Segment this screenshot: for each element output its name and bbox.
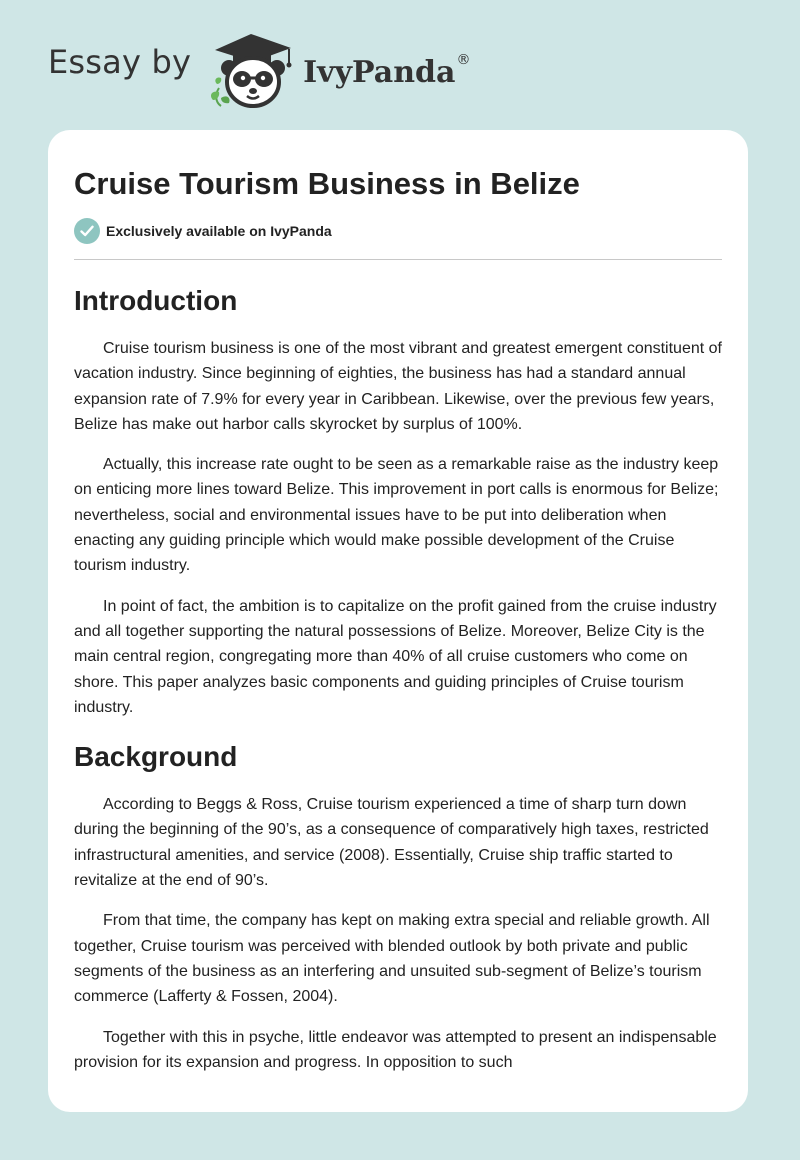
paragraph: From that time, the company has kept on making extra special and reliable growth. All together, Cruise tourism was perceived with blended outlook by both private and public segments of the business as an interfering and unsuited sub-segment of Belize’s tourism commerce (Lafferty & Fossen, 2004). — [74, 912, 710, 1006]
paragraph: Cruise tourism business is one of the most vibrant and greatest emergent constituent of vacation industry. Since beginning of eighties, the business has had a standard annual expansion rate of 7.9% for every year in Caribbean. Likewise, over the previous few years, Belize has make out harbor calls skyrocket by surplus of 100%. — [74, 340, 722, 433]
panda-logo-icon — [205, 30, 301, 110]
check-icon — [74, 218, 100, 244]
paragraph: Together with this in psyche, little endeavor was attempted to present an indispensable provision for its expansion and progress. In opposition to such — [74, 1028, 717, 1071]
paragraph: According to Beggs & Ross, Cruise tourism experienced a time of sharp turn down during the beginning of the 90’s, as a consequence of comparatively high taxes, restricted infrastructural amenities, and service (2008). Essentially, Cruise ship traffic started to revitalize at the end of 90’s. — [74, 796, 709, 890]
section-heading: Background — [74, 741, 238, 773]
essay-card — [48, 130, 748, 1112]
section-heading: Introduction — [74, 285, 238, 316]
paragraph: In point of fact, the ambition is to capitalize on the profit gained from the cruise industry and all together supporting the natural possessions of Belize. Moreover, Belize City is the main central region, congregating more than 40% of all cruise customers who come on shore. This paper analyzes basic components and guiding principles of Cruise tourism industry. — [74, 597, 717, 716]
exclusive-badge — [74, 218, 722, 244]
page-title: Cruise Tourism Business in Belize — [74, 166, 580, 201]
section-introduction — [74, 284, 722, 720]
brand-name: IvyPanda — [303, 54, 456, 90]
brand-header — [48, 30, 470, 110]
registered-mark: ® — [456, 52, 471, 68]
paragraph: Actually, this increase rate ought to be seen as a remarkable raise as the industry keep on enticing more lines toward Belize. This improvement in port calls is enormous for Belize; nevertheless, social and environmental issues have to be put into deliberation when enacting any guiding principle which would make possible development of the Cruise tourism industry. — [74, 456, 719, 575]
section-background — [74, 740, 722, 1075]
divider — [74, 259, 722, 260]
badge-text: Exclusively available on IvyPanda — [106, 223, 332, 239]
brand-prefix: Essay by — [48, 43, 192, 81]
